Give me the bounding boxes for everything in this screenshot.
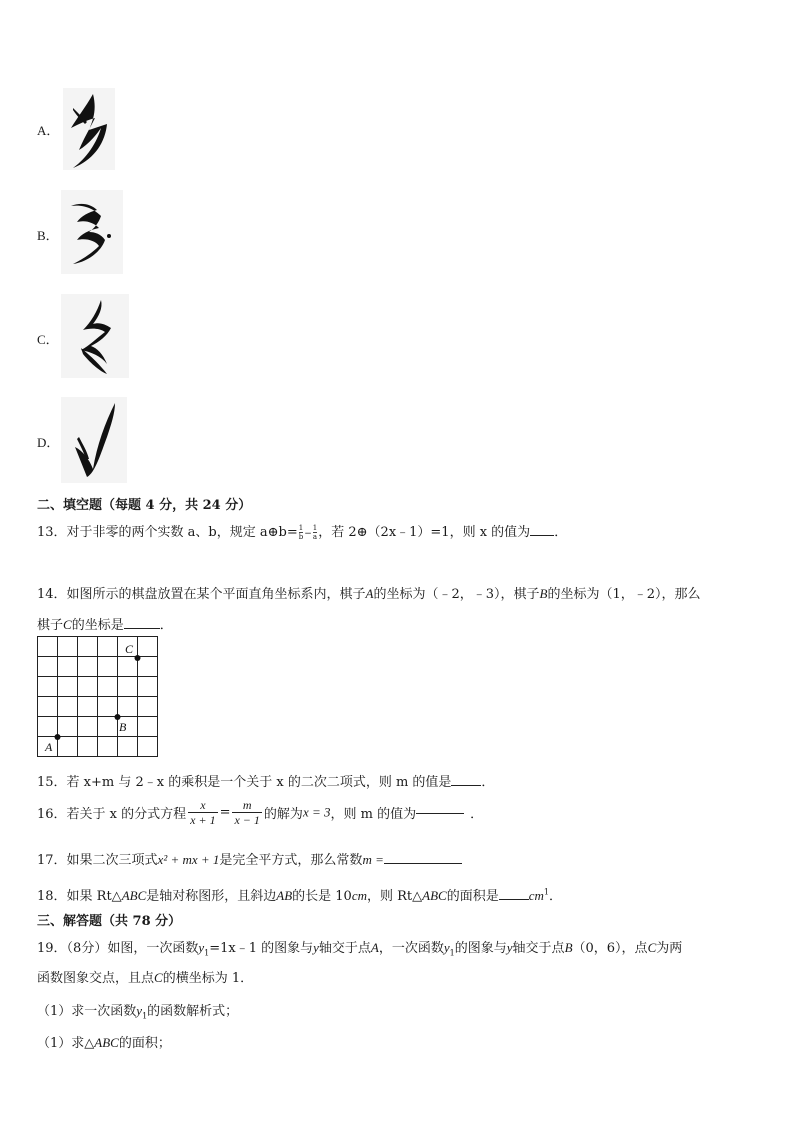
q16-text-pre: 16．若关于 x 的分式方程 (37, 807, 187, 822)
q18-unit-2: cm (528, 888, 544, 903)
option-b-label: B． (37, 228, 59, 243)
q14-text-d: 棋子 (37, 618, 64, 633)
q15-end: ． (481, 775, 495, 790)
piece-a (55, 734, 61, 740)
q13-fraction-1: $\frac{1}{b}$ (298, 524, 304, 541)
q17-variable: m = (362, 852, 384, 867)
q18-unit-exponent: 1 (543, 887, 550, 897)
board-label-c: C (125, 642, 134, 656)
section2-heading: 二、填空题（每题 4 分，共 24 分） (37, 498, 252, 513)
q19-y1-a: y (198, 940, 205, 955)
question-19-sub-1 (37, 1000, 238, 1021)
q17-text-pre: 17．如果二次三项式 (37, 853, 158, 868)
q15-text: 15．若 x+m 与 2﹣x 的乘积是一个关于 x 的二次二项式，则 m 的值是 (37, 775, 452, 790)
q19-y-a: y (313, 940, 319, 955)
q19-y1-b: y (443, 940, 450, 955)
option-d-label: D． (37, 435, 60, 450)
question-19-line2 (37, 967, 253, 986)
q18-text-mid2: 的长是 10 (292, 889, 352, 904)
q19-point-c: C (647, 940, 657, 955)
q13-minus: − (304, 529, 312, 539)
q19-text-j: 的横坐标为 1． (162, 971, 254, 986)
q14-var-c: C (63, 617, 72, 632)
q19-y-b: y (506, 940, 513, 955)
q19-text-d: ，一次函数 (378, 941, 444, 956)
q19-y1-c: y (136, 1003, 143, 1018)
q19-point-a: A (370, 940, 379, 955)
q14-text-b: 的坐标为（﹣2，﹣3），棋子 (373, 587, 540, 602)
q16-answer-blank[interactable] (416, 812, 464, 814)
option-c-image (61, 294, 129, 378)
q18-answer-blank[interactable] (499, 898, 529, 900)
q14-var-a: A (365, 586, 374, 601)
q17-text-mid: 是完全平方式，那么常数 (219, 853, 363, 868)
q18-abc-1: ABC (121, 888, 147, 903)
question-17 (37, 849, 462, 868)
q19-sub1-text-b: 的函数解析式； (147, 1004, 239, 1019)
q13-end: ． (554, 525, 568, 540)
question-13 (37, 521, 567, 541)
q19-text-g: （0，6），点 (572, 941, 648, 956)
q18-ab: AB (276, 888, 293, 903)
q14-var-b: B (539, 586, 548, 601)
q14-text-c: 的坐标为（1，﹣2），那么 (547, 587, 701, 602)
q19-text-f: 轴交于点 (512, 941, 565, 956)
q18-end: ． (549, 889, 563, 904)
q18-unit-1: cm (351, 888, 368, 903)
q19-abc: ABC (94, 1035, 119, 1050)
q19-text-b: =1x﹣1 的图象与 (209, 941, 314, 956)
option-a-label: A． (37, 123, 60, 138)
option-b-image (61, 190, 123, 274)
q19-y1-sub-a: 1 (204, 948, 210, 958)
q13-text-pre: 13．对于非零的两个实数 a、b，规定 a⊕b= (37, 525, 298, 540)
option-d-image (61, 397, 127, 483)
q13-answer-blank[interactable] (530, 534, 554, 536)
q16-fraction-1: $\frac{x}{x + 1}$ (190, 798, 216, 827)
board-label-a: A (45, 740, 53, 754)
q19-sub2-text-a: （1）求△ (37, 1036, 95, 1051)
option-a-image (63, 88, 115, 170)
q18-text-mid4: 的面积是 (446, 889, 499, 904)
q19-point-c-2: C (154, 970, 163, 985)
q19-point-b: B (564, 940, 573, 955)
q16-end: ． (470, 807, 484, 822)
question-15 (37, 771, 494, 790)
q13-text-post: ，若 2⊕（2x﹣1）=1，则 x 的值为 (318, 525, 531, 540)
q19-y1-sub-c: 1 (142, 1011, 148, 1021)
q14-answer-blank[interactable] (124, 627, 160, 629)
q16-solution: x = 3 (302, 804, 331, 820)
q18-text-pre: 18．如果 Rt△ (37, 889, 122, 904)
q16-equals: = (219, 805, 231, 820)
q19-y1-sub-b: 1 (449, 948, 455, 958)
q19-text-e: 的图象与 (454, 941, 507, 956)
question-14-line1 (37, 583, 701, 602)
board-label-b: B (119, 720, 127, 734)
question-16 (37, 798, 483, 827)
question-19-sub-2 (37, 1032, 171, 1051)
q19-sub1-text-a: （1）求一次函数 (37, 1004, 137, 1019)
q19-sub2-text-b: 的面积； (118, 1036, 171, 1051)
question-14-line2 (37, 614, 173, 633)
q16-text-post: ，则 m 的值为 (330, 807, 417, 822)
q13-fraction-2: $\frac{1}{a}$ (312, 524, 318, 541)
q19-text-a: 19．（8分）如图，一次函数 (37, 941, 199, 956)
q18-text-mid3: ，则 Rt△ (367, 889, 423, 904)
chessboard-figure (37, 636, 161, 760)
option-c-label: C． (37, 332, 59, 347)
question-19-line1 (37, 937, 682, 958)
q14-text-a: 14．如图所示的棋盘放置在某个平面直角坐标系内，棋子 (37, 587, 366, 602)
q19-text-i: 函数图象交点，且点 (37, 971, 155, 986)
q16-text-mid: 的解为 (263, 807, 303, 822)
section3-heading: 三、解答题（共 78 分） (37, 914, 182, 929)
q14-end: ． (159, 618, 173, 633)
q17-answer-blank[interactable] (384, 862, 462, 864)
q14-text-e: 的坐标是 (71, 618, 124, 633)
q16-fraction-2: $\frac{m}{x - 1}$ (234, 798, 260, 827)
q19-text-c: 轴交于点 (318, 941, 371, 956)
q19-text-h: 为两 (656, 941, 683, 956)
q15-answer-blank[interactable] (451, 784, 481, 786)
piece-c (135, 655, 141, 661)
q18-abc-2: ABC (422, 888, 447, 903)
q18-text-mid1: 是轴对称图形，且斜边 (146, 889, 277, 904)
question-18 (37, 885, 562, 904)
q17-expression: x² + mx + 1 (157, 852, 220, 867)
